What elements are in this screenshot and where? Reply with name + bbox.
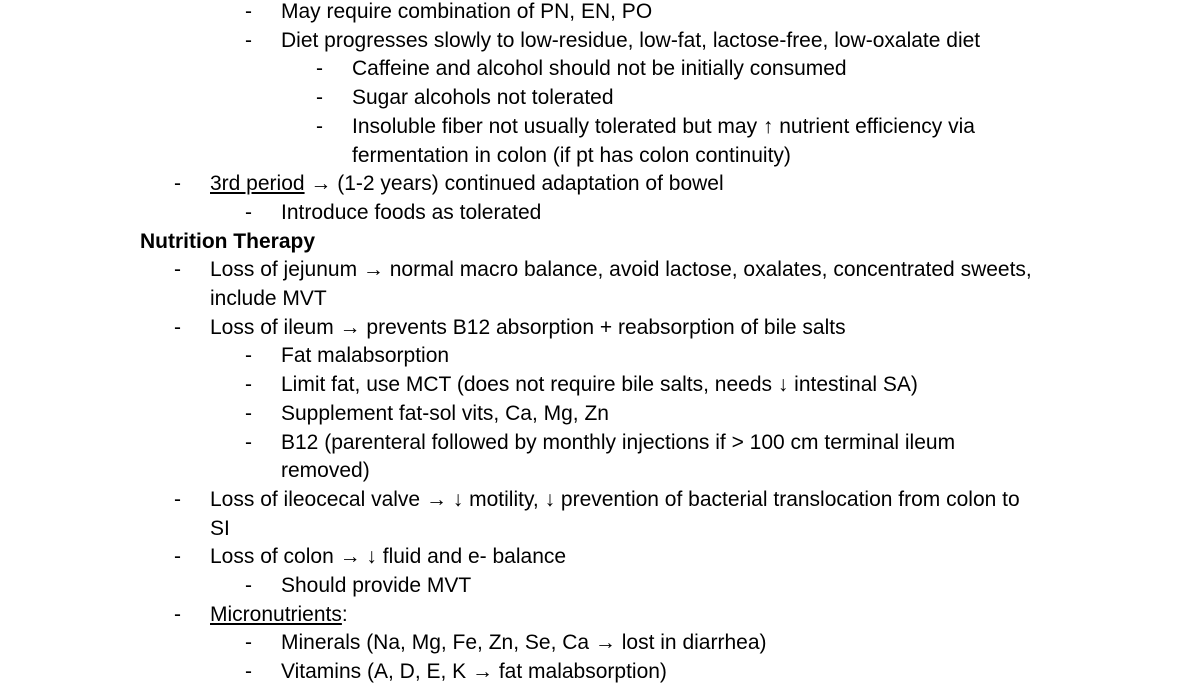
bullet-dash: - — [316, 114, 323, 138]
bullet-dash: - — [174, 172, 181, 196]
list-item-text: Introduce foods as tolerated — [281, 200, 542, 224]
list-item-text: fermentation in colon (if pt has colon continuity) — [352, 143, 791, 167]
bullet-dash: - — [245, 660, 252, 684]
list-item-text: Fat malabsorption — [281, 344, 450, 368]
list-item-text — [210, 601, 348, 630]
list-item-text: May require combination of PN, EN, PO — [281, 0, 653, 23]
list-item-text-rest: → (1-2 years) continued adaptation of bowel — [304, 172, 724, 196]
bullet-dash: - — [245, 631, 252, 655]
list-item-text: Loss of ileum → prevents B12 absorption + reabsorption of bile salts — [210, 315, 846, 339]
list-item-text — [210, 170, 724, 199]
section-heading: Nutrition Therapy — [140, 229, 316, 253]
bullet-dash: - — [245, 200, 252, 224]
list-item-text: Loss of jejunum → normal macro balance, avoid lactose, oxalates, concentrated sweets, — [210, 258, 1032, 282]
list-item-text: Should provide MVT — [281, 574, 472, 597]
list-item-text-rest: : — [341, 602, 348, 626]
bullet-dash: - — [316, 57, 323, 81]
list-item-text: Loss of ileocecal valve → ↓ motility, ↓ prevention of bacterial translocation from colon to — [210, 487, 1020, 511]
list-item-text: removed) — [281, 459, 370, 483]
list-item-text: B12 (parenteral followed by monthly injections if > 100 cm terminal ileum — [281, 430, 956, 454]
bullet-dash: - — [245, 401, 252, 425]
underlined-term: 3rd period — [210, 172, 305, 196]
list-item-text: Limit fat, use MCT (does not require bile salts, needs ↓ intestinal SA) — [281, 373, 918, 397]
list-item-text: Vitamins (A, D, E, K → fat malabsorption) — [281, 660, 667, 684]
bullet-dash: - — [245, 0, 252, 23]
bullet-dash: - — [174, 602, 181, 626]
bullet-dash: - — [245, 574, 252, 597]
bullet-dash: - — [174, 487, 181, 511]
bullet-dash: - — [245, 344, 252, 368]
bullet-dash: - — [245, 28, 252, 52]
list-item-text: Caffeine and alcohol should not be initially consumed — [352, 57, 847, 81]
bullet-dash: - — [174, 258, 181, 282]
list-item-text: Insoluble fiber not usually tolerated but may ↑ nutrient efficiency via — [352, 114, 975, 138]
bullet-dash: - — [174, 545, 181, 569]
list-item-text: Diet progresses slowly to low-residue, low-fat, lactose-free, low-oxalate diet — [281, 28, 981, 52]
list-item-text: include MVT — [210, 287, 327, 310]
list-item-text: Sugar alcohols not tolerated — [352, 86, 614, 110]
underlined-term: Micronutrients — [210, 602, 342, 626]
list-item-text: SI — [210, 516, 230, 540]
bullet-dash: - — [245, 430, 252, 454]
bullet-dash: - — [316, 86, 323, 110]
list-item-text: Minerals (Na, Mg, Fe, Zn, Se, Ca → lost in diarrhea) — [281, 631, 767, 655]
bullet-dash: - — [245, 373, 252, 397]
list-item-text: Loss of colon → ↓ fluid and e- balance — [210, 545, 567, 569]
list-item-text: Supplement fat-sol vits, Ca, Mg, Zn — [281, 401, 609, 425]
bullet-dash: - — [174, 315, 181, 339]
